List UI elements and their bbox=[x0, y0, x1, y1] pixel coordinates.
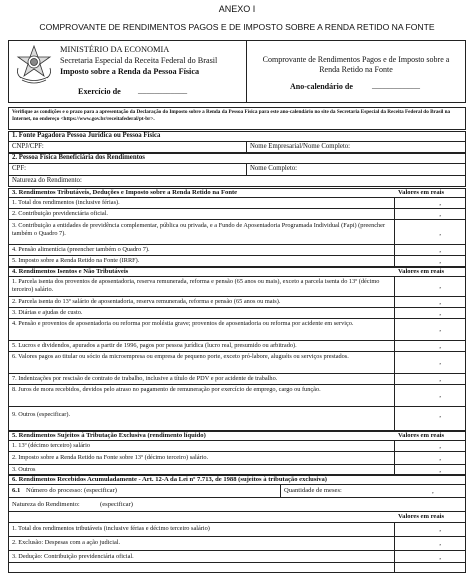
months-value[interactable]: , bbox=[432, 487, 434, 495]
s3-row-5: 5. Imposto sobre a Renda Retido na Fonte (IRRF). bbox=[12, 257, 140, 264]
s4-row-1: 1. Parcela isenta dos proventos de aposentadoria, reserva remunerada, reforma e pensão (65 anos ou mais), exceto a parcela isenta do 13º (décimo terceiro) salário. bbox=[12, 278, 380, 293]
section-5-title: 5. Rendimentos Sujeitos à Tributação Exclusiva (rendimento líquido) bbox=[12, 432, 206, 439]
s6-row-3-value[interactable]: , bbox=[439, 553, 441, 561]
s3-row-3-value[interactable]: , bbox=[439, 229, 441, 237]
ministry-name: MINISTÉRIO DA ECONOMIA bbox=[60, 45, 170, 54]
s4-row-5-value[interactable]: , bbox=[439, 342, 441, 350]
company-name-field[interactable]: Nome Empresarial/Nome Completo: bbox=[250, 143, 351, 150]
values-header-4: Valores em reais bbox=[398, 268, 445, 275]
s6-row-2: 2. Exclusão: Despesas com a ação judicial. bbox=[12, 539, 121, 546]
section-4-title: 4. Rendimentos Isentos e Não Tributáveis bbox=[12, 268, 129, 275]
s4-row-6: 6. Valores pagos ao titular ou sócio da microempresa ou empresa de pequeno porte, exceto pró-labore, aluguéis ou serviços prestados. bbox=[12, 353, 349, 360]
process-field[interactable]: Número do processo: (especificar) bbox=[26, 487, 117, 494]
s3-row-4: 4. Pensão alimentícia (preencher também o Quadro 7). bbox=[12, 246, 150, 253]
section-6-title: 6. Rendimentos Recebidos Acumuladamente - Art. 12-A da Lei nº 7.713, de 1988 (sujeitos à tributação exclusiva) bbox=[12, 476, 328, 483]
s6-nature-value[interactable]: (especificar) bbox=[100, 501, 133, 508]
s5-row-3-value[interactable]: , bbox=[439, 466, 441, 474]
values-header: Valores em reais bbox=[398, 189, 445, 196]
s3-row-1-value[interactable]: , bbox=[439, 199, 441, 207]
s5-row-1: 1. 13º (décimo terceiro) salário bbox=[12, 442, 91, 449]
s4-row-3-value[interactable]: , bbox=[439, 309, 441, 317]
months-label: Quantidade de meses: bbox=[284, 487, 342, 494]
s4-row-2-value[interactable]: , bbox=[439, 298, 441, 306]
s6-row-1-value[interactable]: , bbox=[439, 525, 441, 533]
cpf-field[interactable]: CPF: bbox=[12, 165, 26, 172]
exercise-label: Exercício de bbox=[78, 87, 121, 96]
cnpj-field[interactable]: CNPJ/CPF: bbox=[12, 143, 44, 150]
s3-row-2-value[interactable]: , bbox=[439, 210, 441, 218]
exercise-value[interactable]: ____________ bbox=[138, 86, 188, 95]
s4-row-8: 8. Juros de mora recebidos, devidos pelo atraso no pagamento de remuneração por exercício de emprego, cargo ou função. bbox=[12, 386, 321, 393]
s4-row-9-value[interactable]: , bbox=[439, 411, 441, 419]
s4-row-6-value[interactable]: , bbox=[439, 358, 441, 366]
s3-row-4-value[interactable]: , bbox=[439, 246, 441, 254]
s5-row-1-value[interactable]: , bbox=[439, 442, 441, 450]
s3-row-5-value[interactable]: , bbox=[439, 257, 441, 265]
values-header-5: Valores em reais bbox=[398, 432, 445, 439]
calendar-label: Ano-calendário de bbox=[290, 82, 353, 91]
s3-row-3: 3. Contribuição a entidades de previdência complementar, pública ou privada, e a Fundo de Aposentadoria Programada Individual (Fapi) (preencher também o Quadro 7). bbox=[12, 222, 386, 237]
s4-row-9: 9. Outros (especificar). bbox=[12, 411, 71, 418]
s6-row-3: 3. Dedução: Contribuição previdenciária oficial. bbox=[12, 553, 134, 560]
s4-row-3: 3. Diárias e ajudas de custo. bbox=[12, 309, 83, 316]
s4-row-1-value[interactable]: , bbox=[439, 282, 441, 290]
s6-nature-label: Natureza do Rendimento: bbox=[12, 501, 80, 508]
right-title: Comprovante de Rendimentos Pagos e de Imposto sobre a Renda Retido na Fonte bbox=[262, 55, 450, 74]
annex-label: ANEXO I bbox=[218, 4, 256, 14]
s4-row-5: 5. Lucros e dividendos, apurados a partir de 1996, pagos por pessoa jurídica (lucro real, presumido ou arbitrado). bbox=[12, 342, 297, 349]
beneficiary-name-field[interactable]: Nome Completo: bbox=[250, 165, 298, 172]
s5-row-2: 2. Imposto sobre a Renda Retido na Fonte sobre 13º (décimo terceiro) salário. bbox=[12, 454, 209, 461]
s3-row-1: 1. Total dos rendimentos (inclusive férias). bbox=[12, 199, 120, 206]
s5-row-2-value[interactable]: , bbox=[439, 454, 441, 462]
s4-row-2: 2. Parcela isenta do 13º salário de aposentadoria, reserva remunerada, reforma e pensão (65 anos ou mais). bbox=[12, 298, 281, 305]
s4-row-4: 4. Pensão e proventos de aposentadoria ou reforma por moléstia grave; proventos de aposentadoria ou reforma por acidente em serviço. bbox=[12, 320, 354, 327]
section-2-title: 2. Pessoa Física Beneficiária dos Rendimentos bbox=[12, 154, 145, 161]
s6-row-1: 1. Total dos rendimentos tributáveis (inclusive férias e décimo terceiro salário) bbox=[12, 525, 210, 532]
s6-row-2-value[interactable]: , bbox=[439, 539, 441, 547]
s4-row-7: 7. Indenizações por rescisão de contrato de trabalho, inclusive a título de PDV e por acidente de trabalho. bbox=[12, 375, 278, 382]
calendar-value[interactable]: ____________ bbox=[372, 81, 420, 90]
notice-text: Verifique as condições e o prazo para a apresentação da Declaração do Imposto sobre a Renda da Pessoa Física para este ano-calendário no site da Secretaria Especial da Receita Federal do Brasil na Internet, no endereço <https://www.gov.br/receitafederal/pt-br>. bbox=[12, 109, 451, 122]
coat-of-arms-icon bbox=[14, 44, 54, 86]
s5-row-3: 3. Outros bbox=[12, 466, 36, 473]
s4-row-7-value[interactable]: , bbox=[439, 375, 441, 383]
secretariat-name: Secretaria Especial da Receita Federal do Brasil bbox=[60, 56, 218, 65]
s4-row-8-value[interactable]: , bbox=[439, 391, 441, 399]
main-title: COMPROVANTE DE RENDIMENTOS PAGOS E DE IMPOSTO SOBRE A RENDA RETIDO NA FONTE bbox=[39, 22, 435, 32]
process-number: 6.1 bbox=[12, 487, 21, 494]
nature-field[interactable]: Natureza do Rendimento: bbox=[12, 177, 82, 184]
tax-name: Imposto sobre a Renda da Pessoa Física bbox=[60, 67, 200, 76]
s3-row-2: 2. Contribuição previdenciária oficial. bbox=[12, 210, 108, 217]
section-3-title: 3. Rendimentos Tributáveis, Deduções e Imposto sobre a Renda Retido na Fonte bbox=[12, 189, 238, 196]
section-1-title: 1. Fonte Pagadora Pessoa Jurídica ou Pessoa Física bbox=[12, 132, 161, 139]
s4-row-4-value[interactable]: , bbox=[439, 325, 441, 333]
values-header-6: Valores em reais bbox=[398, 513, 445, 520]
